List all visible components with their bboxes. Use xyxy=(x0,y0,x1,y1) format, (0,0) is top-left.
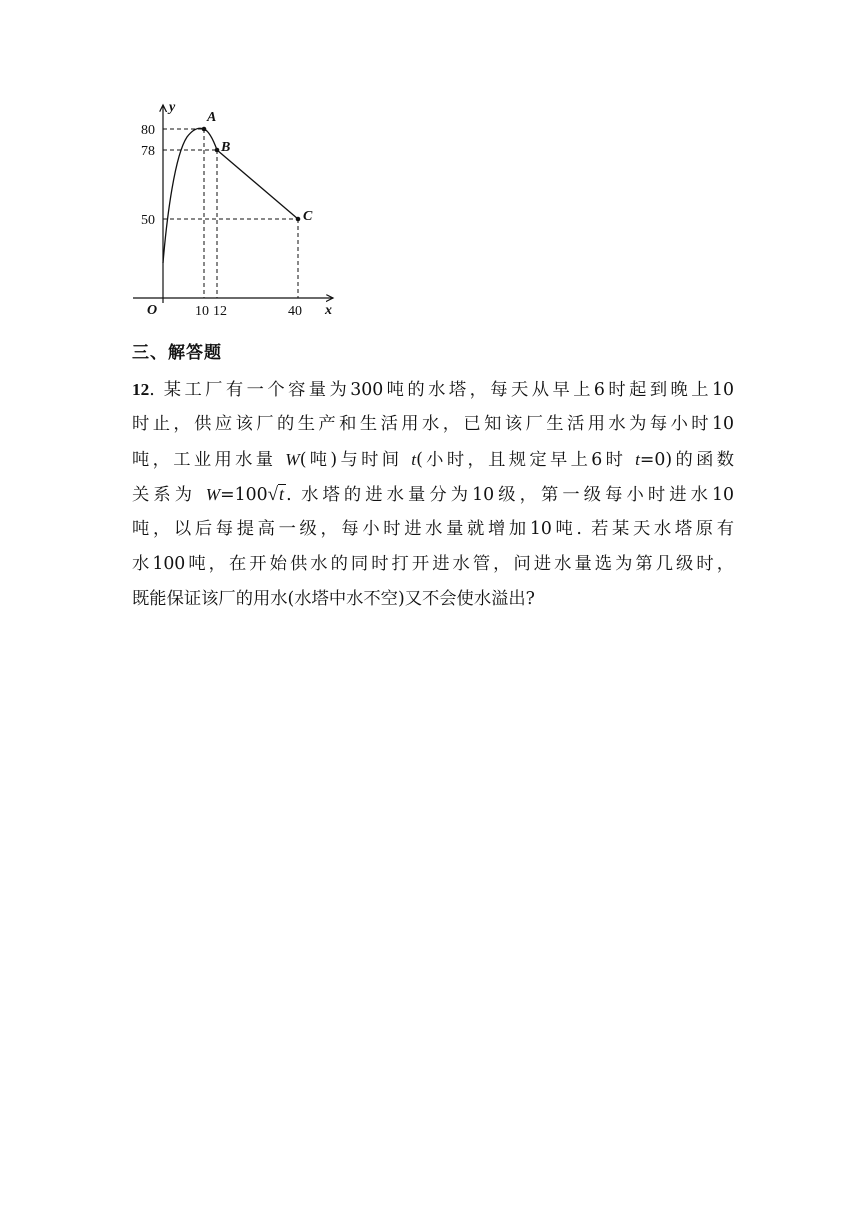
x-tick-40: 40 xyxy=(288,304,302,319)
point-a-label: A xyxy=(207,110,217,125)
section-heading: 三、解答题 xyxy=(132,343,222,363)
line-text: =0)的函数 xyxy=(639,450,735,470)
variable-t: t xyxy=(635,450,640,469)
x-tick-12: 12 xyxy=(213,304,227,319)
variable-w: W xyxy=(205,485,221,504)
line-text: 吨，以后每提高一级，每小时进水量就增加10吨. 若某天水塔原有 xyxy=(132,519,734,539)
x-axis-label: x xyxy=(325,303,332,318)
point-b xyxy=(215,148,220,153)
x-tick-10: 10 xyxy=(195,304,209,319)
problem-line-2 xyxy=(132,407,734,442)
line-segment-b-to-c xyxy=(217,150,298,219)
problem-line-7 xyxy=(132,582,734,617)
curve-segment-a-to-b xyxy=(204,129,217,150)
point-c xyxy=(296,217,301,222)
variable-t: t xyxy=(411,450,417,469)
y-tick-78: 78 xyxy=(141,144,155,159)
line-text: 水100吨，在开始供水的同时打开进水管，问进水量选为第几级时， xyxy=(132,554,734,574)
point-b-label: B xyxy=(221,140,231,155)
line-text: . 水塔的进水量分为10级，第一级每小时进水10 xyxy=(286,485,734,505)
variable-w: W xyxy=(285,450,300,469)
problem-12 xyxy=(132,372,734,617)
line-text: . 某工厂有一个容量为300吨的水塔，每天从早上6时起到晚上10 xyxy=(149,380,734,400)
problem-line-4 xyxy=(132,477,734,512)
radicand: t xyxy=(279,484,285,504)
curve-segment-to-a xyxy=(163,128,204,263)
square-root-expression xyxy=(268,477,286,512)
line-text: (吨)与时间 xyxy=(299,450,403,470)
problem-line-5 xyxy=(132,512,734,547)
y-tick-80: 80 xyxy=(141,123,155,138)
radical-sign: √ xyxy=(267,484,279,505)
problem-line-6 xyxy=(132,547,734,582)
line-text: 既能保证该厂的用水(水塔中水不空)又不会使水溢出? xyxy=(132,589,535,609)
line-text: 关系为 xyxy=(132,485,197,505)
y-tick-50: 50 xyxy=(141,213,155,228)
line-text: =100 xyxy=(220,485,268,505)
function-graph-figure xyxy=(125,95,355,330)
problem-line-1 xyxy=(132,372,734,407)
point-c-label: C xyxy=(303,209,313,224)
point-a xyxy=(202,127,207,132)
origin-label: O xyxy=(147,303,158,318)
line-text: 吨，工业用水量 xyxy=(132,450,277,470)
line-text: 时止，供应该厂的生产和生活用水，已知该厂生活用水为每小时10 xyxy=(132,414,734,434)
y-axis-label: y xyxy=(169,100,176,115)
problem-number: 12 xyxy=(132,380,150,399)
graph-svg xyxy=(125,95,355,330)
problem-line-3 xyxy=(132,442,734,477)
line-text: (小时，且规定早上6时 xyxy=(416,450,627,470)
